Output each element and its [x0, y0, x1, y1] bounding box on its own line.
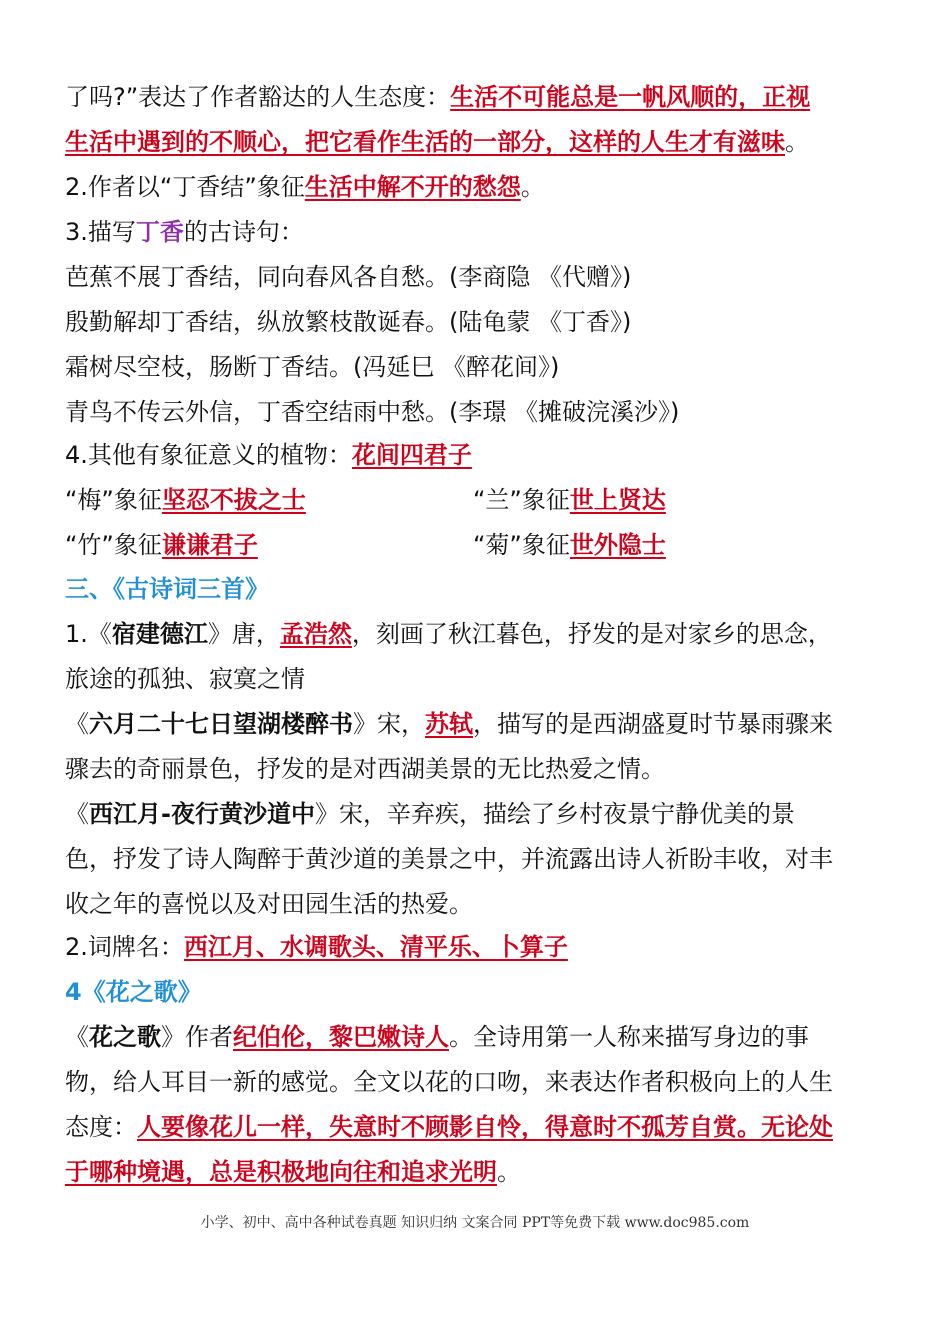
text-line: [65, 707, 833, 741]
text: ，描写的是西湖盛夏时节暴雨骤来: [473, 710, 833, 738]
text: 2.作者以“丁香结”象征: [65, 173, 305, 201]
text: 》宋，辛弃疾，描绘了乡村夜景宁静优美的景: [314, 800, 795, 828]
highlight-text: 纪伯伦，黎巴嫩诗人: [233, 1023, 449, 1051]
text-line: 收之年的喜悦以及对田园生活的热爱。: [65, 890, 473, 918]
highlight-text: 于哪种境遇，总是积极地向往和追求光明: [65, 1158, 497, 1186]
text: 。全诗用第一人称来描写身边的事: [449, 1023, 809, 1051]
keyword-text: 丁香: [135, 218, 184, 246]
text-line: 物，给人耳目一新的感觉。全文以花的口吻，来表达作者积极向上的人生: [65, 1068, 833, 1096]
text: 》唐，: [207, 620, 280, 648]
text-line: 骤去的奇丽景色，抒发的是对西湖美景的无比热爱之情。: [65, 755, 665, 783]
highlight-text: 花间四君子: [351, 441, 472, 469]
text: 。: [497, 1158, 521, 1186]
text: “梅”象征: [65, 486, 162, 514]
text-line: [65, 170, 545, 204]
poem-line: 霜树尽空枝，肠断丁香结。(冯延巳 《醉花间》): [65, 353, 560, 381]
highlight-text: 坚忍不拔之士: [161, 486, 306, 514]
text-line: 旅途的孤独、寂寞之情: [65, 665, 305, 693]
text: “菊”象征: [473, 531, 570, 559]
highlight-text: 生活中解不开的愁怨: [304, 173, 521, 201]
poem-title: 西江月-夜行黄沙道中: [89, 800, 315, 828]
text: “竹”象征: [65, 531, 162, 559]
plant-row: [65, 483, 885, 517]
text: 2.词牌名：: [65, 933, 184, 961]
text-line: [65, 617, 832, 651]
plant-col: [473, 528, 666, 562]
text: 的古诗句：: [183, 218, 304, 246]
poem-title: 六月二十七日望湖楼醉书: [89, 710, 353, 738]
plant-col: [473, 483, 666, 517]
highlight-text: 世上贤达: [569, 486, 666, 514]
text-line: [65, 215, 304, 249]
text: 》作者: [161, 1023, 233, 1051]
highlight-text: 人要像花儿一样，失意时不顾影自怜，得意时不孤芳自赏。无论处: [137, 1113, 833, 1141]
highlight-text: 世外隐士: [569, 531, 666, 559]
text: 》宋，: [353, 710, 425, 738]
highlight-text: 西江月、水调歌头、清平乐、卜算子: [183, 933, 568, 961]
text: 3.描写: [65, 218, 136, 246]
section-heading: 4《花之歌》: [65, 978, 202, 1006]
text-line: 色，抒发了诗人陶醉于黄沙道的美景之中，并流露出诗人祈盼丰收，对丰: [65, 845, 833, 873]
text-line: [65, 1110, 833, 1144]
text: 4.其他有象征意义的植物：: [65, 441, 352, 469]
poem-title: 花之歌: [89, 1023, 161, 1051]
poem-line: 青鸟不传云外信，丁香空结雨中愁。(李璟 《摊破浣溪沙》): [65, 398, 680, 426]
text: 《: [65, 1023, 89, 1051]
highlight-text: 苏轼: [425, 710, 473, 738]
section-heading: 三、《古诗词三首》: [65, 575, 269, 603]
text: 了吗?”表达了作者豁达的人生态度：: [65, 83, 451, 111]
text: 。: [520, 173, 545, 201]
text: 《: [65, 800, 89, 828]
highlight-text: 生活不可能总是一帆风顺的，正视: [450, 83, 811, 111]
page-footer: 小学、初中、高中各种试卷真题 知识归纳 文案合同 PPT等免费下载 www.doc985.com: [200, 1215, 750, 1231]
text-line: [65, 438, 472, 472]
text-line: [65, 797, 795, 831]
poem-title: 宿建德江: [111, 620, 208, 648]
highlight-text: 谦谦君子: [161, 531, 258, 559]
text: 态度：: [65, 1113, 137, 1141]
text-line: [65, 1020, 809, 1054]
poem-line: 殷勤解却丁香结，纵放繁枝散诞春。(陆龟蒙 《丁香》): [65, 308, 632, 336]
plant-row: [65, 528, 885, 562]
text-line: [65, 80, 810, 114]
text: 1.《: [65, 620, 112, 648]
text-line: [65, 930, 568, 964]
poem-line: 芭蕉不展丁香结，同向春风各自愁。(李商隐 《代赠》): [65, 263, 632, 291]
highlight-text: 孟浩然: [279, 620, 352, 648]
text-line: [65, 1155, 521, 1189]
text: “兰”象征: [473, 486, 570, 514]
text: ，刻画了秋江暮色，抒发的是对家乡的思念，: [351, 620, 832, 648]
text: 。: [785, 128, 809, 156]
highlight-text: 生活中遇到的不顺心，把它看作生活的一部分，这样的人生才有滋味: [65, 128, 785, 156]
text-line: [65, 125, 809, 159]
text: 《: [65, 710, 89, 738]
